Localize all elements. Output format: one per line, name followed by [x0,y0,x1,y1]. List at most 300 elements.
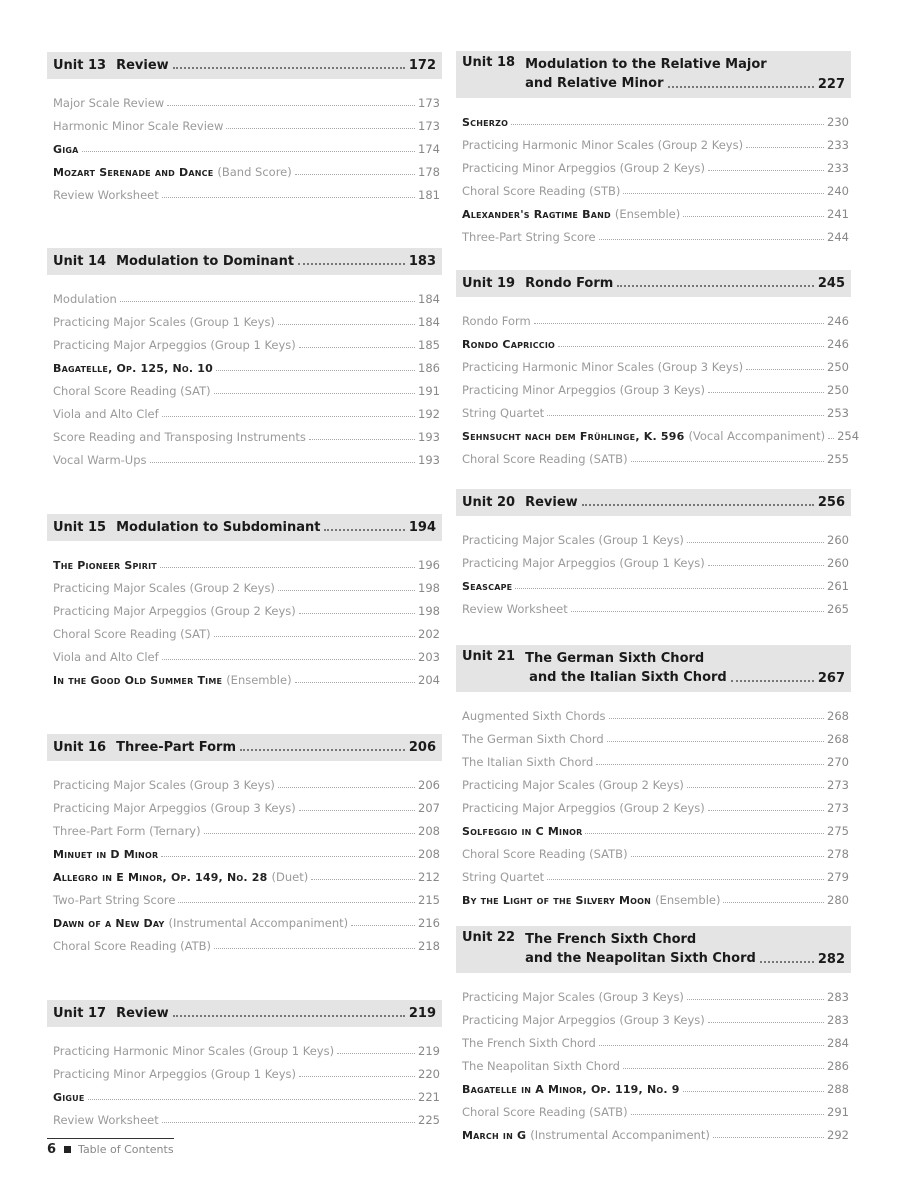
unit-title-line2: and Relative Minor [525,76,664,91]
leader-dots [607,741,824,742]
unit-page: 206 [408,740,436,755]
toc-entry[interactable] [462,129,851,152]
entry-page: 250 [827,383,849,397]
unit-page: 219 [408,1006,436,1021]
leader-dots [162,1122,415,1123]
leader-dots [173,67,405,69]
entry-title: Choral Score Reading (SAT) [53,384,211,398]
leader-dots [309,439,415,440]
entry-page: 254 [837,429,860,443]
entry-page: 270 [827,755,849,769]
unit-number: Unit 18 [462,55,516,70]
leader-dots [582,504,814,506]
unit-page: 183 [408,254,436,269]
toc-entry[interactable] [462,198,851,221]
toc-entry[interactable] [462,420,860,443]
unit-page: 194 [408,520,436,535]
entry-title: Practicing Major Scales (Group 1 Keys) [462,533,684,547]
entry-title: Practicing Harmonic Minor Scales (Group 3 Keys) [462,360,744,374]
entry-title: Review Worksheet [462,602,568,616]
leader-dots [216,370,415,371]
unit-header[interactable] [47,734,442,761]
toc-entry[interactable] [53,421,442,444]
unit-page: 245 [817,276,845,291]
entry-page: 203 [418,650,440,664]
leader-dots [214,948,415,949]
toc-entry[interactable] [462,1027,851,1050]
entry-title: Practicing Minor Arpeggios (Group 2 Keys) [462,161,706,175]
leader-dots [299,613,415,614]
leader-dots [337,1053,415,1054]
entry-title: Dawn of a New Day [53,917,165,930]
leader-dots [609,718,825,719]
leader-dots [298,263,405,265]
leader-dots [585,833,824,834]
entry-title: Vocal Warm-Ups [53,453,147,467]
entry-title: Practicing Minor Arpeggios (Group 1 Keys) [53,1067,297,1081]
toc-entry[interactable] [462,981,851,1004]
leader-dots [226,128,415,129]
toc-entry[interactable] [53,549,442,572]
entry-page: 250 [827,360,849,374]
entry-title: In the Good Old Summer Time [53,674,223,687]
leader-dots [161,856,415,857]
entry-list [47,769,442,953]
unit-title-line2: and the Italian Sixth Chord [529,670,727,685]
toc-entry[interactable] [53,664,442,687]
entry-title: Choral Score Reading (SATB) [462,452,628,466]
entry-title: Allegro in E Minor, Op. 149, No. 28 [53,871,268,884]
toc-entry[interactable] [462,351,851,374]
leader-dots [760,961,814,963]
toc-entry[interactable] [53,595,442,618]
leader-dots [708,392,824,393]
leader-dots [547,415,824,416]
entry-title: Major Scale Review [53,96,165,110]
unit-header[interactable] [47,248,442,275]
entry-title: Giga [53,143,79,156]
leader-dots [515,588,824,589]
leader-dots [687,999,824,1000]
entry-note: (Duet) [271,870,309,884]
entry-list [456,305,860,466]
leader-dots [214,636,415,637]
toc-entry[interactable] [462,175,851,198]
entry-title: Three-Part String Score [462,230,596,244]
leader-dots [278,590,415,591]
unit-section [456,270,860,466]
leader-dots [162,659,415,660]
toc-entry[interactable] [53,1058,442,1081]
entry-title: Viola and Alto Clef [53,407,159,421]
leader-dots [173,1015,405,1017]
unit-section [47,52,442,202]
entry-page: 260 [827,533,849,547]
leader-dots [278,324,415,325]
entry-title: Sehnsucht nach dem Frühlinge, K. 596 [462,430,685,443]
entry-note: (Ensemble) [655,893,721,907]
leader-dots [558,346,824,347]
entry-page: 279 [827,870,849,884]
toc-entry[interactable] [53,641,442,664]
toc-entry[interactable] [53,618,442,641]
entry-page: 221 [418,1090,440,1104]
leader-dots [708,565,824,566]
toc-entry[interactable] [462,1050,851,1073]
entry-page: 196 [418,558,440,572]
entry-title: Scherzo [462,116,509,129]
entry-page: 173 [418,96,440,110]
entry-page: 286 [827,1059,849,1073]
toc-entry[interactable] [462,443,851,466]
unit-number: Unit 15 [53,520,107,535]
toc-entry[interactable] [53,156,442,179]
entry-note: (Ensemble) [614,207,681,221]
entry-title: Augmented Sixth Chords [462,709,606,723]
toc-entry[interactable] [462,374,851,397]
entry-title: Three-Part Form (Ternary) [53,824,201,838]
leader-dots [631,1114,824,1115]
entry-title: Practicing Major Scales (Group 3 Keys) [462,990,684,1004]
entry-title: Practicing Major Scales (Group 3 Keys) [53,778,275,792]
toc-entry[interactable] [53,769,442,792]
unit-number: Unit 14 [53,254,107,269]
leader-dots [299,347,415,348]
entry-title: Practicing Major Scales (Group 1 Keys) [53,315,275,329]
leader-dots [240,749,405,751]
leader-dots [547,879,824,880]
entry-page: 215 [418,893,440,907]
entry-page: 181 [418,188,440,202]
unit-number: Unit 17 [53,1006,107,1021]
entry-page: 233 [827,161,849,175]
entry-title: Two-Part String Score [53,893,176,907]
unit-header[interactable] [456,51,851,98]
entry-page: 261 [827,579,849,593]
unit-title: Review [525,495,578,510]
unit-title: Review [116,1006,169,1021]
toc-entry[interactable] [53,1035,442,1058]
leader-dots [214,393,415,394]
unit-title: Modulation to Dominant [116,254,295,269]
toc-entry[interactable] [462,746,851,769]
unit-number: Unit 20 [462,495,516,510]
entry-page: 173 [418,119,440,133]
entry-page: 207 [418,801,440,815]
leader-dots [687,542,824,543]
unit-section [456,926,851,1142]
toc-entry[interactable] [53,110,442,133]
leader-dots [299,1076,415,1077]
entry-title: Bagatelle in A Minor, Op. 119, No. 9 [462,1083,680,1096]
unit-title: The French Sixth Chord [525,932,697,947]
leader-dots [623,193,824,194]
entry-page: 192 [418,407,440,421]
entry-title: Minuet in D Minor [53,848,159,861]
toc-entry[interactable] [53,884,442,907]
entry-page: 244 [827,230,849,244]
toc-entry[interactable] [462,861,851,884]
leader-dots [160,567,415,568]
entry-page: 193 [418,430,440,444]
entry-title: The French Sixth Chord [462,1036,596,1050]
entry-title: Practicing Harmonic Minor Scales (Group 1 Keys) [53,1044,335,1058]
entry-page: 206 [418,778,440,792]
toc-entry[interactable] [462,1004,851,1027]
entry-title: By the Light of the Silvery Moon [462,894,652,907]
entry-page: 253 [827,406,849,420]
entry-list [47,87,442,202]
entry-page: 268 [827,709,849,723]
leader-dots [88,1099,416,1100]
toc-entry[interactable] [53,815,442,838]
entry-title: Gigue [53,1091,85,1104]
entry-page: 184 [418,315,440,329]
leader-dots [683,1091,824,1092]
page-footer [47,1138,174,1157]
unit-header[interactable] [456,270,851,297]
toc-entry[interactable] [53,838,442,861]
unit-header[interactable] [456,645,851,692]
entry-title: Rondo Form [462,314,531,328]
entry-title: Practicing Major Arpeggios (Group 2 Keys) [462,801,705,815]
entry-page: 174 [418,142,440,156]
square-bullet-icon [64,1146,71,1153]
entry-page: 246 [827,314,849,328]
leader-dots [150,462,416,463]
entry-page: 273 [827,801,849,815]
unit-number: Unit 13 [53,58,107,73]
toc-entry[interactable] [462,524,851,547]
entry-page: 275 [827,824,849,838]
toc-entry[interactable] [462,1073,851,1096]
entry-list [456,981,851,1142]
toc-entry[interactable] [53,792,442,815]
toc-entry[interactable] [462,723,851,746]
leader-dots [299,810,415,811]
unit-header[interactable] [456,926,851,973]
leader-dots [295,682,415,683]
unit-header[interactable] [47,52,442,79]
toc-entry[interactable] [53,306,442,329]
toc-entry[interactable] [53,375,442,398]
leader-dots [534,323,824,324]
entry-note: (Instrumental Accompaniment) [168,916,349,930]
entry-title: Rondo Capriccio [462,338,556,351]
toc-entry[interactable] [462,884,851,907]
toc-entry[interactable] [53,398,442,421]
toc-entry[interactable] [462,397,851,420]
toc-entry[interactable] [462,593,851,616]
unit-header[interactable] [47,514,442,541]
leader-dots [120,301,415,302]
toc-entry[interactable] [462,328,851,351]
toc-entry[interactable] [462,815,851,838]
entry-title: Modulation [53,292,117,306]
toc-entry[interactable] [462,769,851,792]
toc-entry[interactable] [53,352,442,375]
entry-list [47,549,442,687]
entry-title: Practicing Major Arpeggios (Group 3 Keys) [462,1013,705,1027]
entry-page: 260 [827,556,849,570]
unit-page: 267 [817,671,845,686]
toc-entry[interactable] [462,1119,851,1142]
toc-entry[interactable] [462,221,851,244]
unit-section [456,489,851,616]
toc-entry[interactable] [462,700,851,723]
entry-note: (Vocal Accompaniment) [688,429,826,443]
entry-page: 186 [418,361,440,375]
unit-title: Review [116,58,169,73]
toc-entry[interactable] [53,907,442,930]
entry-page: 198 [418,581,440,595]
entry-title: Practicing Major Arpeggios (Group 2 Keys) [53,604,296,618]
entry-title: Practicing Harmonic Minor Scales (Group 2 Keys) [462,138,744,152]
entry-page: 212 [418,870,440,884]
unit-number: Unit 21 [462,649,516,664]
toc-entry[interactable] [53,283,442,306]
leader-dots [571,611,824,612]
toc-entry[interactable] [462,570,851,593]
entry-title: Bagatelle, Op. 125, No. 10 [53,362,214,375]
unit-header[interactable] [47,1000,442,1027]
leader-dots [311,879,415,880]
entry-list [47,283,442,467]
entry-title: Practicing Major Arpeggios (Group 1 Keys) [53,338,296,352]
leader-dots [746,369,824,370]
entry-note: (Ensemble) [226,673,292,687]
entry-page: 193 [418,453,440,467]
leader-dots [687,787,824,788]
entry-page: 241 [827,207,849,221]
toc-entry[interactable] [53,861,442,884]
toc-entry[interactable] [53,1081,442,1104]
page-number: 6 [47,1142,57,1157]
entry-page: 283 [827,1013,849,1027]
toc-entry[interactable] [53,444,442,467]
toc-entry[interactable] [462,106,851,129]
entry-page: 191 [418,384,440,398]
unit-title: Three-Part Form [116,740,237,755]
unit-page: 256 [817,495,845,510]
unit-page: 227 [817,77,845,92]
entry-page: 220 [418,1067,440,1081]
unit-title: The German Sixth Chord [525,651,705,666]
leader-dots [631,856,824,857]
leader-dots [708,810,824,811]
toc-entry[interactable] [462,1096,851,1119]
entry-page: 202 [418,627,440,641]
leader-dots [708,1022,824,1023]
leader-dots [723,902,824,903]
entry-page: 184 [418,292,440,306]
leader-dots [324,529,404,531]
leader-dots [708,170,824,171]
leader-dots [178,902,415,903]
leader-dots [162,197,415,198]
unit-number: Unit 16 [53,740,107,755]
unit-title: Modulation to the Relative Major [525,57,767,72]
entry-title: Viola and Alto Clef [53,650,159,664]
leader-dots [511,124,824,125]
unit-title: Rondo Form [525,276,614,291]
leader-dots [713,1137,824,1138]
entry-page: 278 [827,847,849,861]
entry-title: Practicing Minor Arpeggios (Group 3 Keys) [462,383,706,397]
entry-page: 292 [827,1128,849,1142]
toc-entry[interactable] [462,792,851,815]
entry-title: Practicing Major Arpeggios (Group 1 Keys) [462,556,705,570]
unit-header[interactable] [456,489,851,516]
toc-entry[interactable] [53,329,442,352]
toc-entry[interactable] [462,305,851,328]
entry-title: The Italian Sixth Chord [462,755,594,769]
entry-title: Practicing Major Scales (Group 2 Keys) [462,778,684,792]
entry-title: The German Sixth Chord [462,732,604,746]
toc-entry[interactable] [462,547,851,570]
leader-dots [599,239,824,240]
unit-title-line2: and the Neapolitan Sixth Chord [525,951,756,966]
entry-page: 268 [827,732,849,746]
entry-title: The Pioneer Spirit [53,559,157,572]
entry-title: Review Worksheet [53,188,159,202]
unit-section [456,645,851,907]
leader-dots [295,174,415,175]
toc-entry[interactable] [462,152,851,175]
toc-entry[interactable] [53,179,442,202]
toc-entry[interactable] [462,838,851,861]
entry-page: 255 [827,452,849,466]
entry-title: String Quartet [462,870,545,884]
entry-title: Solfeggio in C Minor [462,825,583,838]
entry-title: March in G [462,1129,527,1142]
leader-dots [162,416,415,417]
entry-title: Choral Score Reading (SATB) [462,1105,628,1119]
toc-entry[interactable] [53,87,442,110]
entry-page: 198 [418,604,440,618]
leader-dots [731,680,814,682]
toc-entry[interactable] [53,572,442,595]
unit-title: Modulation to Subdominant [116,520,321,535]
toc-entry[interactable] [53,1104,442,1127]
entry-page: 185 [418,338,440,352]
entry-title: Choral Score Reading (ATB) [53,939,212,953]
entry-list [456,700,851,907]
entry-page: 283 [827,990,849,1004]
entry-list [47,1035,442,1127]
entry-page: 218 [418,939,440,953]
unit-page: 172 [408,58,436,73]
entry-page: 280 [827,893,849,907]
leader-dots [278,787,415,788]
entry-title: Choral Score Reading (STB) [462,184,621,198]
toc-entry[interactable] [53,930,442,953]
leader-dots [631,461,824,462]
entry-title: Seascape [462,580,513,593]
unit-number: Unit 22 [462,930,516,945]
entry-title: Practicing Major Scales (Group 2 Keys) [53,581,275,595]
entry-page: 204 [418,673,440,687]
entry-title: Review Worksheet [53,1113,159,1127]
entry-list [456,524,851,616]
toc-entry[interactable] [53,133,442,156]
entry-page: 240 [827,184,849,198]
leader-dots [623,1068,824,1069]
leader-dots [828,438,834,439]
entry-page: 225 [418,1113,440,1127]
entry-title: Harmonic Minor Scale Review [53,119,224,133]
entry-page: 246 [827,337,849,351]
